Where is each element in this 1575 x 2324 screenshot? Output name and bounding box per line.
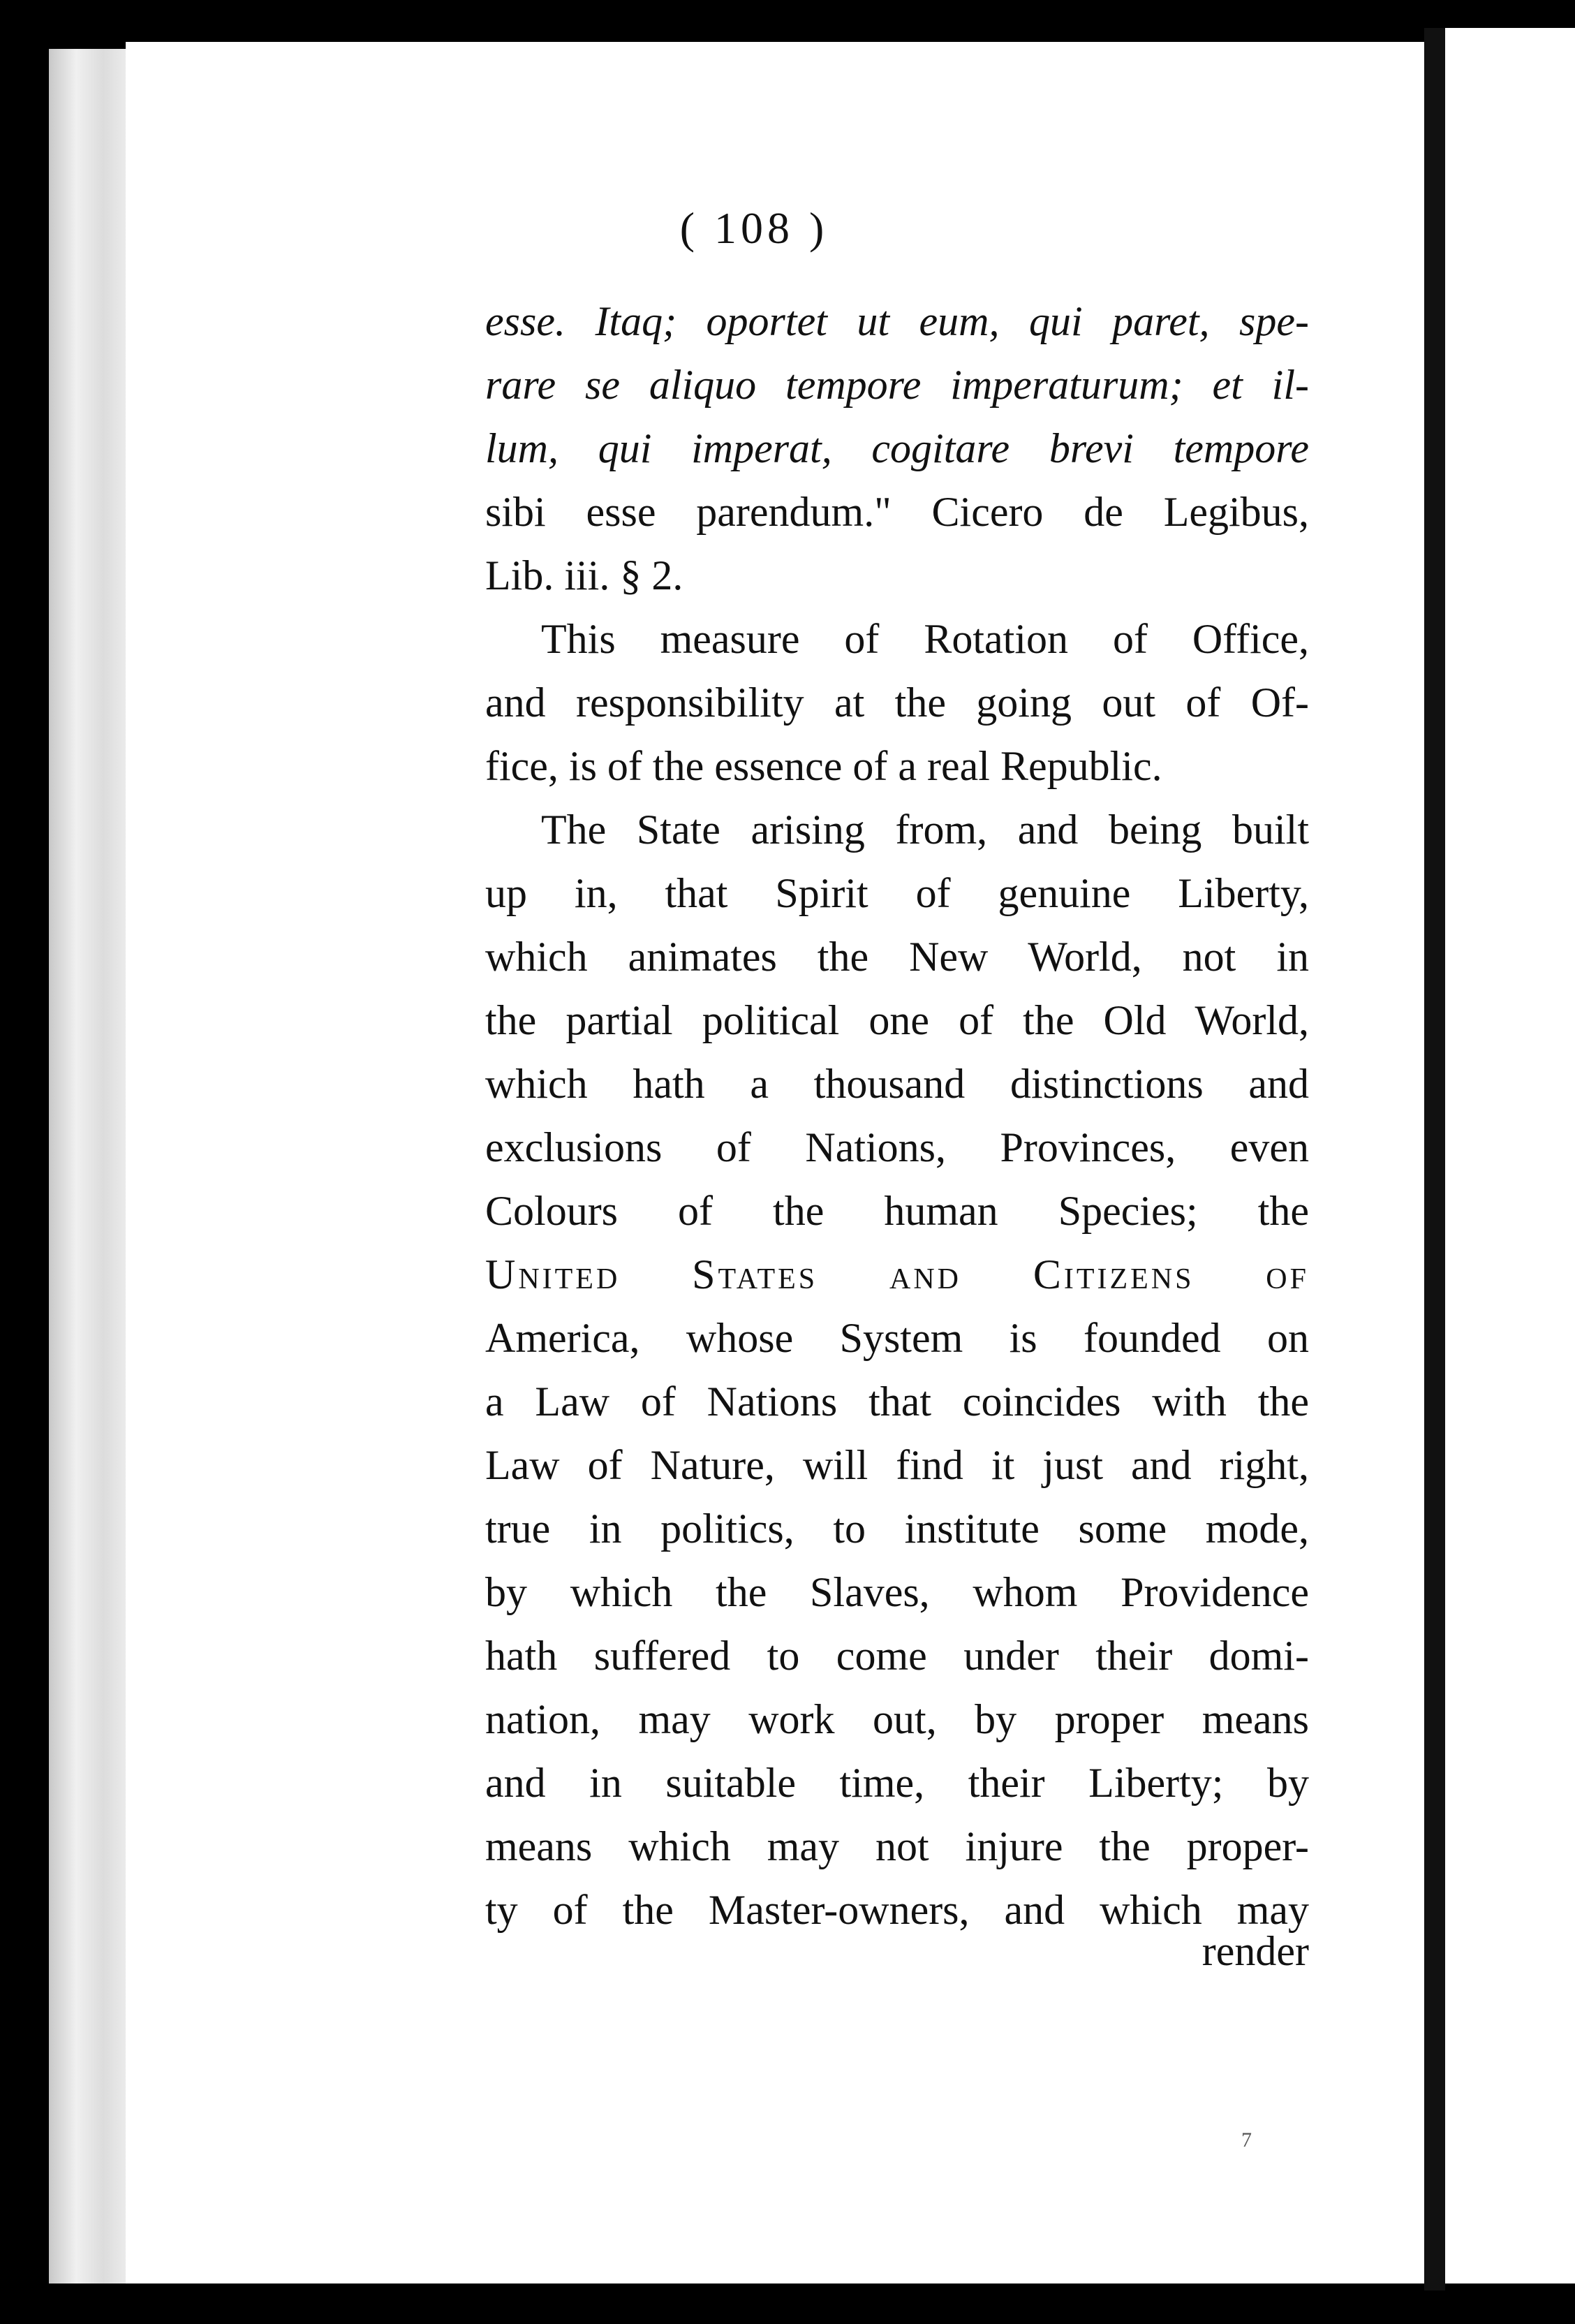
text-line: Law of Nature, will find it just and right, <box>485 1442 1309 1488</box>
text-line: America, whose System is founded on <box>485 1315 1309 1361</box>
text-line: ty of the Master-owners, and which may <box>485 1887 1309 1933</box>
text-line: exclusions of Nations, Provinces, even <box>485 1124 1309 1170</box>
text-line: up in, that Spirit of genuine Liberty, <box>485 870 1309 916</box>
text-line: and in suitable time, their Liberty; by <box>485 1760 1309 1806</box>
text-line: nation, may work out, by proper means <box>485 1696 1309 1742</box>
text-line: lum, qui imperat, cogitare brevi tempore <box>485 425 1309 471</box>
text-line: means which may not injure the proper- <box>485 1823 1309 1869</box>
text-line: fice, is of the essence of a real Republic. <box>485 743 1162 789</box>
text-line: hath suffered to come under their domi- <box>485 1633 1309 1679</box>
text-line: true in politics, to institute some mode, <box>485 1506 1309 1552</box>
text-line: This measure of Rotation of Office, <box>541 616 1309 662</box>
page-mark: 7 <box>1241 2128 1252 2152</box>
text-line: which hath a thousand distinctions and <box>485 1061 1309 1107</box>
text-line: esse. Itaq; oportet ut eum, qui paret, spe- <box>485 298 1309 344</box>
body-text <box>485 290 1309 1942</box>
gutter <box>1424 28 1445 2290</box>
text-line: sibi esse parendum." Cicero de Legibus, <box>485 489 1309 535</box>
text-line: the partial political one of the Old World, <box>485 997 1309 1043</box>
catchword: render <box>1201 1928 1309 1974</box>
text-line: Lib. iii. § 2. <box>485 552 683 598</box>
page-number: ( 108 ) <box>679 203 829 253</box>
text-line: a Law of Nations that coincides with the <box>485 1378 1309 1425</box>
text-line: Colours of the human Species; the <box>485 1188 1309 1234</box>
text-line: United States and Citizens of <box>485 1251 1309 1297</box>
text-line: The State arising from, and being built <box>541 807 1309 853</box>
text-line: which animates the New World, not in <box>485 934 1309 980</box>
text-line: by which the Slaves, whom Providence <box>485 1569 1309 1615</box>
text-line: rare se aliquo tempore imperaturum; et il- <box>485 362 1309 408</box>
text-line: and responsibility at the going out of Of- <box>485 679 1309 726</box>
facing-page <box>1445 28 1575 2283</box>
